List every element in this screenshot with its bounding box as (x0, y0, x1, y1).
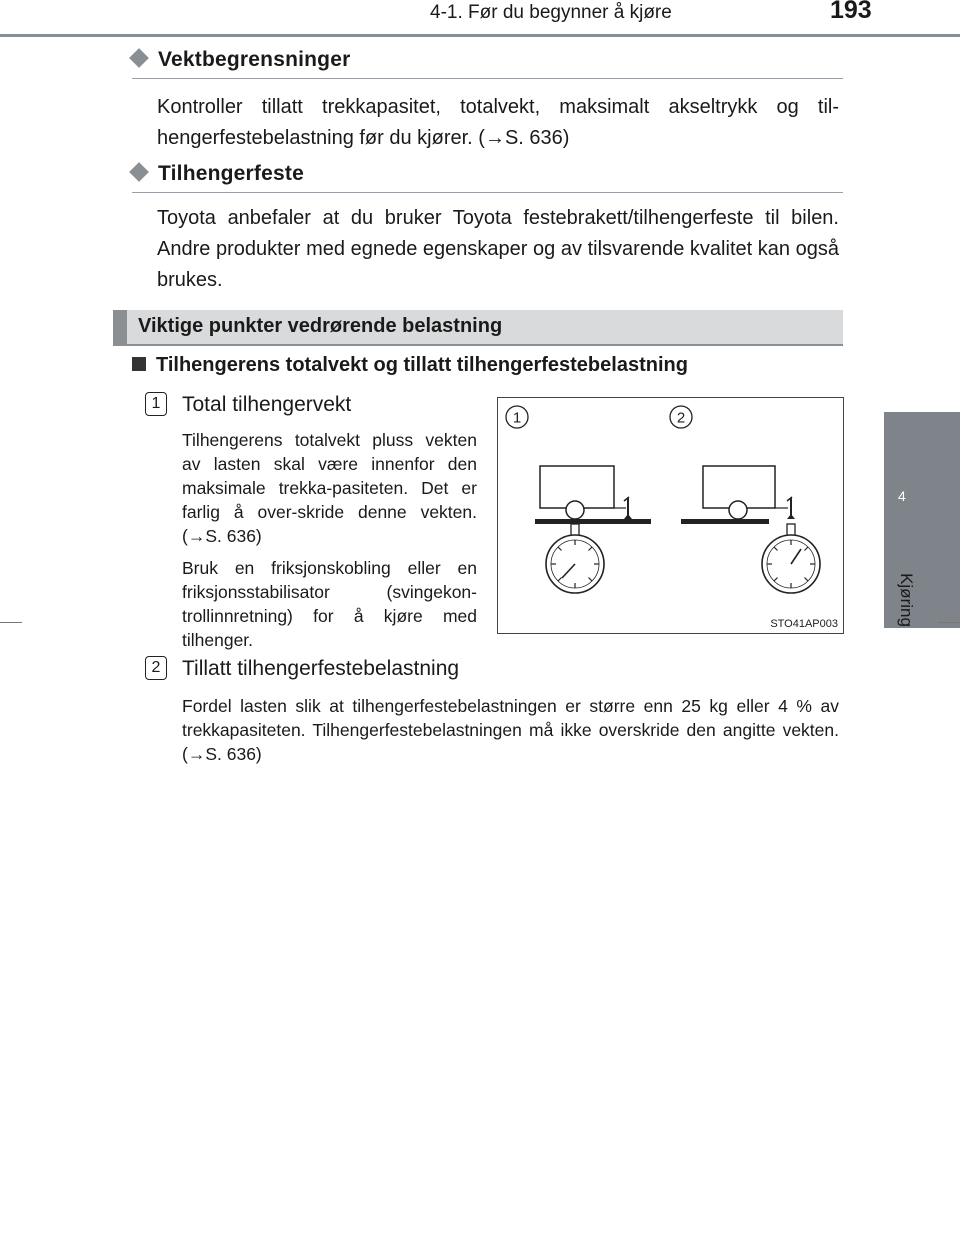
square-bullet-icon (132, 357, 146, 371)
subsection-heading-text: Tilhengerens totalvekt og tillatt tilhengerfestebelastning (156, 354, 688, 376)
trailer-scene-left (535, 466, 651, 593)
banner-accent-bar (113, 310, 127, 344)
figure-label-2 (670, 406, 692, 428)
banner-underline (113, 344, 843, 346)
section-heading-text: Tilhengerfeste (158, 162, 304, 185)
crop-mark-right (938, 622, 960, 623)
section-rule (132, 192, 843, 193)
item-paragraph: Fordel lasten slik at tilhengerfestebelastningen er større enn 25 kg eller 4 % av trekkapasiteten. Tilhengerfestebelastningen må ikke overskride den angitte vekten. (→S. 636) (182, 696, 839, 764)
banner-title: Viktige punkter vedrørende belastning (138, 315, 503, 337)
chapter-number: 4 (898, 488, 906, 504)
section-body: Kontroller tillatt trekkapasitet, totalvekt, maksimalt akseltrykk og til-hengerfestebelastning før du kjører. (→S. 636) (157, 96, 839, 149)
diamond-bullet-icon (129, 162, 149, 182)
item-paragraph: Tilhengerens totalvekt pluss vekten av lasten skal være innenfor den maksimale trekka-pasiteten. Det er farlig å over-skride denne vekten. (→S. 636) (182, 430, 477, 546)
figure-code: STO41AP003 (770, 618, 838, 630)
svg-text:2: 2 (676, 409, 686, 427)
section-heading (132, 162, 304, 186)
svg-text:1: 1 (512, 409, 522, 427)
diamond-bullet-icon (129, 48, 149, 68)
subsection-heading (132, 354, 688, 377)
item-title: Total tilhengervekt (182, 393, 352, 416)
header-rule (0, 34, 960, 37)
item-paragraph: Bruk en friksjonskobling eller en friksjonsstabilisator (svingekon-trollinnretning) for å kjøre med tilhenger. (182, 558, 477, 650)
trailer-load-illustration (497, 397, 844, 634)
item-number-badge: 1 (145, 392, 167, 416)
item-title: Tillatt tilhengerfestebelastning (182, 657, 460, 680)
section-heading-text: Vektbegrensninger (158, 48, 351, 71)
crop-mark-left (0, 622, 22, 623)
trailer-scene-right (681, 466, 820, 593)
trailer-load-svg (498, 398, 843, 633)
section-body: Toyota anbefaler at du bruker Toyota festebrakett/tilhengerfeste til bilen. Andre produkter med egnede egenskaper og av tilsvarende kvalitet kan også brukes. (157, 207, 839, 291)
figure-label-1 (506, 406, 528, 428)
page-number: 193 (830, 0, 872, 24)
chapter-label: Kjøring (897, 573, 916, 627)
section-title: 4-1. Før du begynner å kjøre (430, 2, 672, 23)
section-rule (132, 78, 843, 79)
section-heading (132, 48, 350, 72)
item-number-badge: 2 (145, 656, 167, 680)
